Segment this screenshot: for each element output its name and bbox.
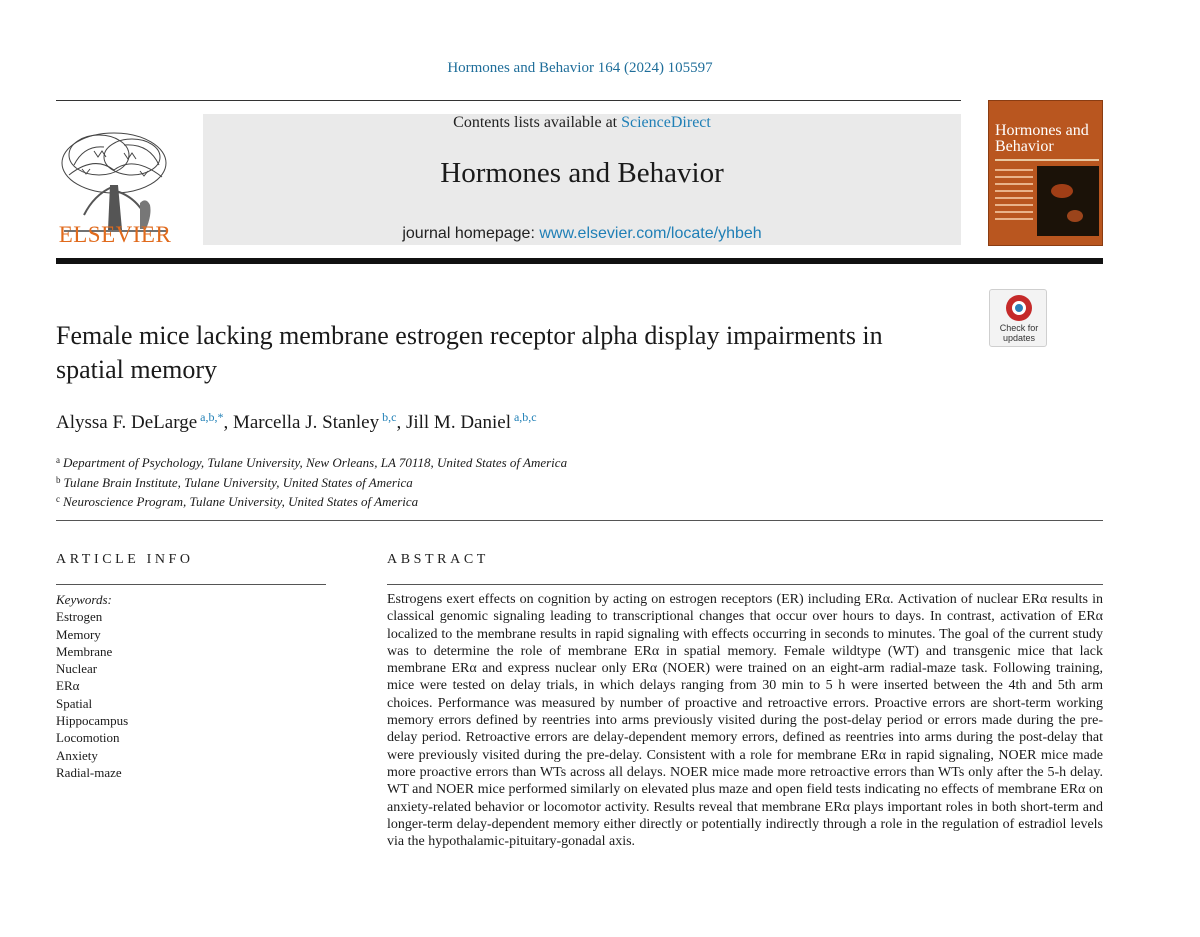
affiliation-text: Neuroscience Program, Tulane University, United States of America [63, 494, 419, 509]
keyword: ERα [56, 678, 80, 694]
author-affiliation-marks[interactable]: b,c [382, 410, 397, 424]
journal-title: Hormones and Behavior [440, 157, 724, 189]
cover-divider [995, 159, 1099, 161]
check-for-updates-badge[interactable] [989, 289, 1047, 347]
author-affiliation-marks[interactable]: a,b,* [200, 410, 224, 424]
header-rule [56, 100, 961, 101]
keywords-block [56, 591, 326, 781]
header-thick-rule [56, 258, 1103, 264]
homepage-link[interactable]: www.elsevier.com/locate/yhbeh [539, 225, 762, 242]
author-name: Jill M. Daniel [405, 412, 511, 433]
article-title: Female mice lacking membrane estrogen receptor alpha display impairments in spatial memory [56, 321, 883, 384]
cover-text-lines [995, 169, 1033, 225]
contents-prefix: Contents lists available at [453, 114, 622, 131]
crossmark-icon [1006, 295, 1032, 321]
cover-title: Hormones and Behavior [995, 122, 1089, 155]
keyword: Estrogen [56, 609, 103, 625]
homepage-line [203, 225, 961, 243]
author-name: Alyssa F. DeLarge [56, 412, 198, 433]
sciencedirect-link[interactable]: ScienceDirect [621, 114, 711, 131]
crossmark-label: Check for updates [999, 323, 1039, 343]
affiliation-mark: b [56, 474, 61, 485]
affiliation-list [56, 452, 956, 511]
keyword: Nuclear [56, 661, 98, 677]
keywords-label: Keywords: [56, 592, 112, 607]
affiliation-item [56, 491, 956, 511]
keyword: Membrane [56, 643, 113, 659]
author-name: Marcella J. Stanley [232, 412, 380, 433]
cover-image [1037, 166, 1099, 236]
author-affiliation-marks[interactable]: a,b,c [513, 410, 537, 424]
keyword: Anxiety [56, 747, 98, 763]
abstract-heading: ABSTRACT [387, 552, 489, 567]
affiliation-mark: a [56, 455, 60, 465]
article-info-rule [56, 584, 326, 585]
article-info-heading: ARTICLE INFO [56, 552, 194, 567]
affiliation-mark: c [56, 494, 60, 504]
homepage-prefix: journal homepage: [402, 225, 540, 242]
keyword: Hippocampus [56, 713, 129, 729]
keyword: Radial-maze [56, 764, 122, 780]
abstract-text: Estrogens exert effects on cognition by acting on estrogen receptors (ER) including ERα. Activation of nuclear ERα results in classical genomic signaling leading to transcriptional changes that occur over hours to days. In contrast, activation of ERα localized to the membrane results in rapid signaling with effects occurring in seconds to minutes. The goal of the current study was to determine the role of membrane ERα in spatial memory. Female wildtype (WT) and transgenic mice that lack membrane ERα and express nuclear only ERα (NOER) were trained on an eight-arm radial-maze task. Following training, mice were tested on delay trials, in which delays ranging from 30 min to 5 h were inserted between the 4th and 5th arm choices. Performance was measured by number of proactive and retroactive errors. Proactive errors are short-term working memory errors defined by reentries into arms previously visited during the post-delay period or errors made during the pre-delay period. Retroactive errors are delay-dependent memory errors, defined as reentries into arms during the post-delay that were previously visited during the pre-delay. Consistent with a role for membrane ERα in rapid signaling, NOER mice made more proactive errors than WTs across all delays. NOER mice made more retroactive errors than WTs only after the 5-h delay. WT and NOER mice performed similarly on elevated plus maze and open field tests indicating no effects of membrane ERα on anxiety-related behavior or locomotor activity. Results reveal that membrane ERα plays important roles in both short-term and longer-term delay-dependent memory either directly or potentially indirectly through a role in the regulation of estradiol levels via the hypothalamic-pituitary-gonadal axis. [387, 592, 1103, 850]
keyword: Memory [56, 626, 101, 642]
author-separator: , [223, 412, 233, 433]
keyword: Spatial [56, 695, 93, 711]
contents-line [203, 114, 961, 132]
affiliation-text: Department of Psychology, Tulane University, New Orleans, LA 70118, United States of America [63, 455, 568, 470]
affiliation-item [56, 452, 956, 472]
author-list [56, 410, 956, 434]
abstract-rule [387, 584, 1103, 585]
affiliation-item [56, 472, 956, 492]
affiliation-text: Tulane Brain Institute, Tulane University, United States of America [63, 474, 413, 490]
publisher-wordmark[interactable]: ELSEVIER [58, 222, 172, 247]
journal-cover[interactable] [988, 100, 1103, 246]
keyword: Locomotion [56, 730, 120, 746]
author-separator: , [396, 412, 406, 433]
journal-citation: Hormones and Behavior 164 (2024) 105597 [447, 60, 713, 76]
section-rule [56, 520, 1103, 521]
